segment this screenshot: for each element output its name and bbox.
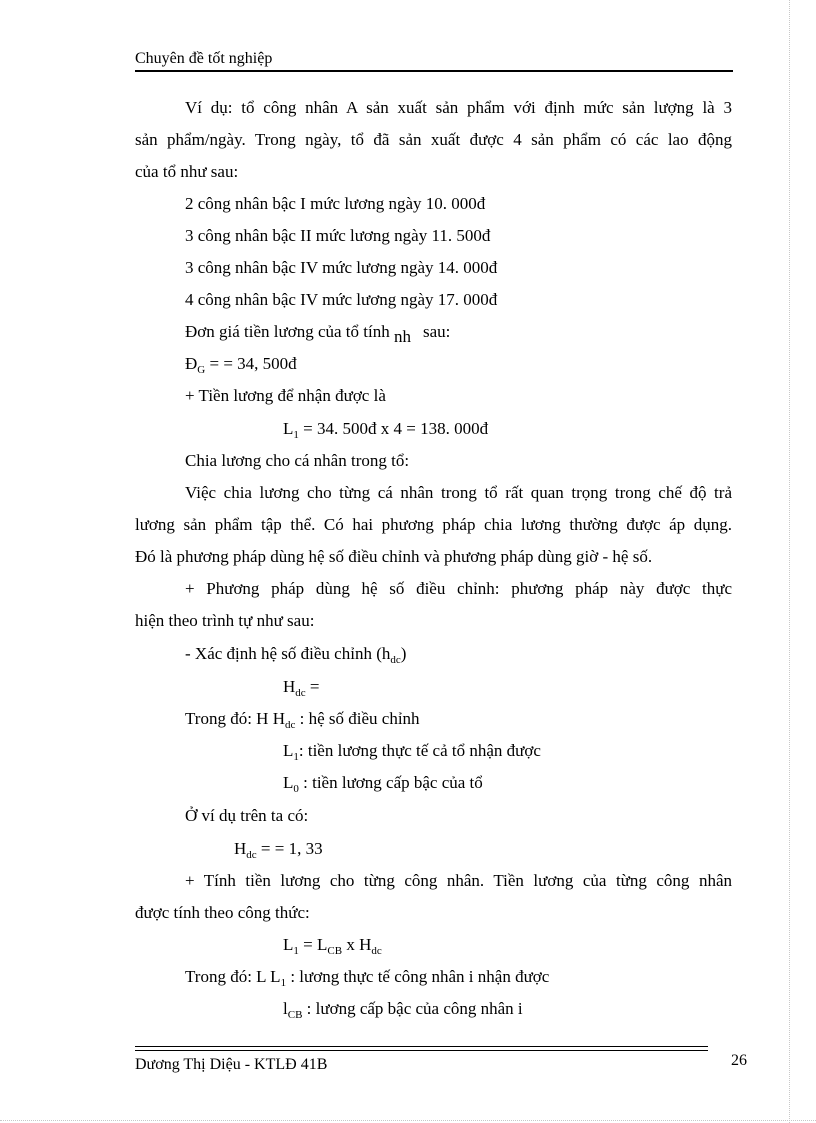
- subscript: CB: [327, 945, 343, 957]
- text: H: [283, 677, 296, 696]
- text: sau:: [422, 322, 451, 341]
- text: L: [283, 773, 294, 792]
- subscript: 1: [293, 751, 299, 763]
- formula-hdc: [283, 677, 320, 697]
- subscript: dc: [246, 849, 257, 861]
- text: L: [283, 419, 294, 438]
- text: : hệ số điều chỉnh: [295, 709, 420, 728]
- footer-rule-bottom: [135, 1050, 708, 1051]
- text: - Xác định hệ số điều chỉnh (h: [185, 644, 391, 663]
- formula-l1-lcb: [283, 935, 382, 955]
- text: nh: [393, 327, 411, 346]
- header-title: Chuyên đề tốt nghiệp: [135, 50, 273, 67]
- text: ): [400, 644, 407, 663]
- paragraph-line: + Phương pháp dùng hệ số điều chỉnh: phương pháp này được thực: [185, 579, 732, 598]
- text: Đ: [185, 354, 198, 373]
- paragraph-line: Đó là phương pháp dùng hệ số điều chỉnh và phương pháp dùng giờ - hệ số.: [135, 547, 653, 566]
- paragraph-line: hiện theo trình tự như sau:: [135, 611, 315, 630]
- paragraph-line: sản phẩm/ngày. Trong ngày, tổ đã sản xuất được 4 sản phẩm có các lao động: [135, 130, 732, 149]
- formula-hdc-value: [234, 839, 323, 859]
- text: L: [283, 741, 294, 760]
- subscript: dc: [284, 719, 296, 731]
- text: x H: [342, 935, 372, 954]
- unit-price-line: [185, 322, 451, 346]
- text: : tiền lương thực tế cả tổ nhận được: [298, 741, 541, 760]
- worker-line: 3 công nhân bậc II mức lương ngày 11. 500đ: [185, 226, 491, 245]
- subscript: 1: [293, 945, 299, 957]
- definition-line: [283, 741, 541, 761]
- subscript: G: [197, 364, 206, 376]
- worker-line: 4 công nhân bậc IV mức lương ngày 17. 000đ: [185, 290, 498, 309]
- paragraph-line: được tính theo công thức:: [135, 903, 310, 922]
- definition-line: [185, 709, 420, 729]
- footer-rule-top: [135, 1046, 708, 1047]
- text: = 34. 500đ x 4 = 138. 000đ: [298, 419, 489, 438]
- text: : lương cấp bậc của công nhân i: [302, 999, 523, 1018]
- page-edge-bottom: [0, 1120, 816, 1121]
- paragraph-line: Ở ví dụ trên ta có:: [185, 806, 309, 825]
- paragraph-line: Chia lương cho cá nhân trong tổ:: [185, 451, 410, 470]
- definition-line: [283, 773, 483, 793]
- paragraph-line: của tổ như sau:: [135, 162, 239, 181]
- page-edge-right: [789, 0, 790, 1123]
- text: Đơn giá tiền lương của tổ tính: [185, 322, 394, 341]
- text: H: [234, 839, 247, 858]
- paragraph-line: + Tiền lương để nhận được là: [185, 386, 386, 405]
- text: = = 34, 500đ: [205, 354, 297, 373]
- text: = = 1, 33: [256, 839, 323, 858]
- paragraph-line: lương sản phẩm tập thể. Có hai phương pháp chia lương thường được áp dụng.: [135, 515, 732, 534]
- subscript: 1: [293, 429, 299, 441]
- subscript: dc: [371, 945, 382, 957]
- formula-dg: [185, 354, 297, 374]
- formula-xd: [185, 644, 406, 664]
- subscript: CB: [287, 1009, 303, 1021]
- paragraph-line: Việc chia lương cho từng cá nhân trong tổ rất quan trọng trong chế độ trả: [185, 483, 732, 502]
- subscript: dc: [295, 687, 306, 699]
- text: : lương thực tế công nhân i nhận được: [286, 967, 550, 986]
- text: Trong đó: H H: [185, 709, 285, 728]
- text: =: [305, 677, 320, 696]
- footer-author: Dương Thị Diệu - KTLĐ 41B: [135, 1056, 328, 1073]
- formula-l1: [283, 419, 488, 439]
- text: l: [283, 999, 288, 1018]
- header-rule: [135, 70, 733, 72]
- page-number: 26: [731, 1052, 747, 1069]
- subscript: 0: [293, 783, 299, 795]
- definition-line: [185, 967, 549, 987]
- subscript: 1: [280, 977, 287, 989]
- subscript: dc: [390, 654, 401, 666]
- text: Trong đó: L L: [185, 967, 281, 986]
- worker-line: 2 công nhân bậc I mức lương ngày 10. 000đ: [185, 194, 486, 213]
- text: = L: [298, 935, 328, 954]
- definition-line: [283, 999, 523, 1019]
- worker-line: 3 công nhân bậc IV mức lương ngày 14. 000đ: [185, 258, 498, 277]
- text: L: [283, 935, 294, 954]
- paragraph-line: + Tính tiền lương cho từng công nhân. Tiền lương của từng công nhân: [185, 871, 732, 890]
- paragraph-line: Ví dụ: tổ công nhân A sản xuất sản phẩm với định mức sản lượng là 3: [185, 98, 732, 117]
- text: : tiền lương cấp bậc của tổ: [298, 773, 483, 792]
